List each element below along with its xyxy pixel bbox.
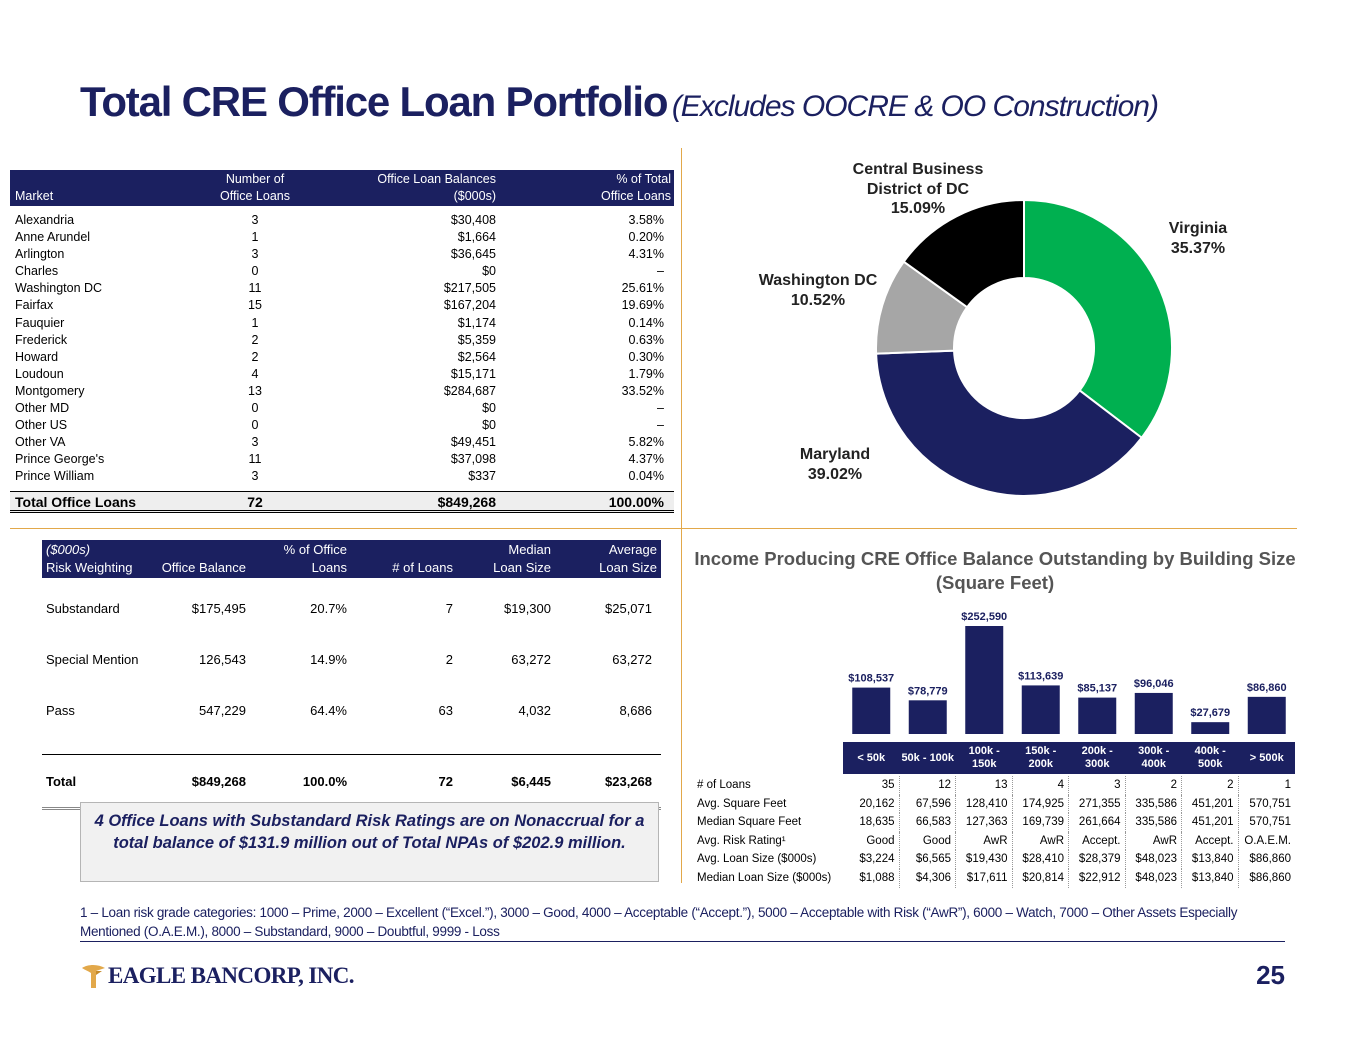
stats-cell: 570,751 [1249, 816, 1291, 829]
risk-loans: 63 [438, 703, 453, 718]
market-row [10, 280, 674, 297]
stats-cell: 169,739 [1013, 813, 1070, 832]
market-row [10, 315, 674, 332]
risk-median: $19,300 [504, 601, 551, 616]
market-pct: 1.79% [628, 366, 664, 381]
stats-cell: $19,430 [956, 850, 1013, 869]
market-count: 0 [251, 264, 259, 279]
market-count: 13 [248, 383, 262, 398]
bar-value-label: $86,860 [1246, 681, 1287, 694]
stats-cell: $4,306 [900, 869, 957, 888]
stats-cell: 13 [956, 776, 1013, 795]
header-unit: ($000s) [46, 542, 91, 557]
bar [965, 626, 1003, 734]
horizontal-divider [10, 528, 1297, 529]
market-balance: $0 [482, 401, 496, 416]
risk-row [42, 601, 661, 652]
label-washington-dc-pct: 10.52% [790, 292, 846, 309]
total-market: Total Office Loans [15, 493, 137, 510]
market-row [10, 229, 674, 246]
bar-value-label: $85,137 [1077, 682, 1118, 695]
stats-cell: Good [900, 832, 957, 851]
risk-balance: 126,543 [199, 652, 246, 667]
risk-row [42, 703, 661, 754]
market-pct: 33.52% [621, 383, 664, 398]
stats-cell: $48,023 [1126, 869, 1183, 888]
market-balance: $1,664 [457, 230, 496, 245]
title-subtitle: (Excludes OOCRE & OO Construction) [671, 90, 1158, 123]
market-balance: $337 [468, 469, 496, 484]
stats-row-label: Median Square Feet [697, 816, 802, 829]
market-name: Howard [15, 349, 59, 364]
building-size-stats-table [697, 776, 1295, 888]
page-title [80, 78, 1158, 126]
market-name: Fauquier [15, 315, 65, 330]
market-row [10, 332, 674, 349]
stats-cell: 20,162 [843, 795, 900, 814]
market-balance: $15,171 [450, 366, 496, 381]
logo-text: EAGLE BANCORP, INC. [108, 963, 354, 988]
market-pct: 5.82% [628, 435, 664, 450]
total-balance: $849,268 [437, 493, 496, 510]
market-name: Washington DC [15, 281, 103, 296]
market-pct: – [657, 418, 664, 433]
building-size-bar-chart [690, 600, 1300, 745]
market-table-header [10, 170, 674, 206]
market-row [10, 246, 674, 263]
bar [1248, 697, 1286, 734]
market-count: 1 [251, 230, 259, 245]
stats-row [697, 869, 1295, 888]
stats-cell: 127,363 [956, 813, 1013, 832]
label-maryland: Maryland [799, 446, 871, 463]
risk-pct: 14.9% [310, 652, 347, 667]
stats-row [697, 850, 1295, 869]
stats-cell: 451,201 [1182, 813, 1239, 832]
market-table-body [10, 206, 674, 486]
total-num-loans: 72 [438, 774, 453, 789]
nonaccrual-callout: 4 Office Loans with Substandard Risk Ratings are on Nonaccrual for a total balance of $131.9 million out of Total NPAs of $202.9 million. [80, 802, 659, 882]
market-row [10, 451, 674, 468]
stats-cell: $22,912 [1069, 869, 1126, 888]
slice-virginia [1024, 200, 1172, 438]
bar-value-label: $113,639 [1018, 670, 1064, 683]
market-name: Charles [15, 264, 59, 279]
footer-rule [80, 941, 1285, 942]
stats-cell: 451,201 [1182, 795, 1239, 814]
market-name: Other MD [15, 401, 70, 416]
risk-median: 4,032 [518, 703, 551, 718]
market-balance: $284,687 [443, 383, 496, 398]
market-row [10, 383, 674, 400]
market-balance: $217,505 [443, 281, 496, 296]
market-name: Prince George's [15, 452, 105, 467]
market-pct: 0.30% [628, 349, 664, 364]
market-balance: $2,564 [457, 349, 496, 364]
stats-cell: Accept. [1069, 832, 1126, 851]
market-count: 15 [248, 298, 262, 313]
market-count: 11 [248, 452, 262, 467]
stats-row-label: # of Loans [697, 779, 751, 791]
market-balance: $37,098 [450, 452, 496, 467]
market-name: Anne Arundel [15, 230, 91, 245]
header-balance-line2: ($000s) [453, 189, 496, 203]
risk-weighting-table [42, 540, 661, 810]
stats-cell: Accept. [1182, 832, 1239, 851]
category-label: 150k - 200k [1025, 745, 1057, 770]
stats-row [697, 776, 1295, 795]
label-maryland-pct: 39.02% [807, 466, 863, 483]
risk-loans: 7 [445, 601, 453, 616]
market-balance: $49,451 [450, 435, 496, 450]
market-count: 2 [251, 332, 259, 347]
market-pct: 4.37% [628, 452, 664, 467]
bar-chart-title: Income Producing CRE Office Balance Outstanding by Building Size (Square Feet) [694, 548, 1296, 593]
stats-cell: 335,586 [1126, 795, 1183, 814]
stats-cell: $13,840 [1182, 850, 1239, 869]
header-num-loans: # of Loans [392, 560, 453, 575]
risk-median: 63,272 [511, 652, 551, 667]
stats-cell: $1,088 [843, 869, 900, 888]
label-virginia-pct: 35.37% [1170, 240, 1226, 257]
risk-name: Special Mention [46, 652, 139, 667]
stats-cell: 570,751 [1249, 797, 1291, 810]
header-median-line2: Loan Size [493, 560, 551, 575]
bar-value-label: $252,590 [961, 611, 1008, 623]
market-count: 0 [251, 418, 259, 433]
bar [1022, 685, 1060, 734]
category-label: < 50k [857, 751, 886, 764]
stats-cell: 3 [1069, 776, 1126, 795]
bar [852, 688, 890, 734]
header-pct-line1: % of Office [283, 542, 347, 557]
header-average-line1: Average [608, 542, 657, 557]
risk-average: 8,686 [619, 703, 652, 718]
market-table-total-row [10, 491, 674, 513]
stats-cell: 335,586 [1126, 813, 1183, 832]
bar [1191, 722, 1229, 734]
total-count: 72 [247, 493, 263, 510]
total-average: $23,268 [605, 774, 652, 789]
stats-cell: $6,565 [900, 850, 957, 869]
label-washington-dc: Washington DC [758, 272, 878, 289]
risk-pct: 64.4% [310, 703, 347, 718]
stats-cell: $20,814 [1013, 869, 1070, 888]
market-balance: $0 [482, 264, 496, 279]
total-pct: 100.00% [608, 493, 664, 510]
market-pct: 4.31% [628, 247, 664, 262]
stats-cell: 271,355 [1069, 795, 1126, 814]
bar-value-label: $78,779 [907, 685, 948, 698]
bar-value-label: $96,046 [1133, 677, 1174, 690]
risk-table-body [42, 578, 661, 754]
market-name: Montgomery [15, 383, 85, 398]
market-row [10, 297, 674, 314]
market-count: 3 [251, 247, 259, 262]
market-row [10, 468, 674, 485]
header-count-line1: Number of [225, 172, 285, 186]
market-count: 11 [248, 281, 262, 296]
header-risk: Risk Weighting [46, 560, 133, 575]
market-count: 2 [251, 349, 259, 364]
market-row [10, 366, 674, 383]
market-table [10, 170, 674, 513]
header-average-line2: Loan Size [599, 560, 657, 575]
total-risk: Total [46, 774, 77, 789]
risk-balance: $175,495 [191, 601, 246, 616]
market-count: 3 [251, 213, 259, 227]
market-balance: $36,645 [450, 247, 496, 262]
market-balance: $30,408 [450, 213, 496, 227]
market-pct: – [657, 264, 664, 279]
market-pct: – [657, 401, 664, 416]
market-name: Arlington [15, 247, 65, 262]
stats-row [697, 795, 1295, 814]
market-pct: 0.14% [628, 315, 664, 330]
category-label: 50k - 100k [901, 751, 955, 764]
page-number: 25 [1256, 960, 1285, 990]
footnote: 1 – Loan risk grade categories: 1000 – Prime, 2000 – Excellent (“Excel.”), 3000 – Good, 4000 – Acceptable (“Accept.”), 5000 – Acceptable with Risk (“AwR”), 6000 – Watch, 7000 – Other Assets Especially Mentioned (O.A.E.M.), 8000 – Substandard, 9000 – Doubtful, 9999 - Loss [80, 905, 1238, 939]
stats-cell: $86,860 [1249, 871, 1291, 884]
stats-cell: 4 [1013, 776, 1070, 795]
bar-value-label: $27,679 [1190, 707, 1231, 720]
stats-row-label: Median Loan Size ($000s) [697, 871, 832, 884]
bar [1078, 698, 1116, 734]
category-label: 200k - 300k [1081, 745, 1113, 770]
stats-cell: $28,410 [1013, 850, 1070, 869]
risk-balance: 547,229 [199, 703, 246, 718]
market-pct: 0.63% [628, 332, 664, 347]
market-row [10, 400, 674, 417]
market-name: Loudoun [15, 366, 64, 381]
risk-loans: 2 [445, 652, 453, 667]
stats-cell: 35 [843, 776, 900, 795]
company-logo [80, 962, 354, 990]
stats-cell: 12 [900, 776, 957, 795]
header-office-balance: Office Balance [161, 560, 246, 575]
market-name: Prince William [15, 469, 95, 484]
market-row [10, 434, 674, 451]
stats-cell: Good [843, 832, 900, 851]
stats-cell: 174,925 [1013, 795, 1070, 814]
risk-pct: 20.7% [310, 601, 347, 616]
category-label: 300k - 400k [1138, 745, 1170, 770]
market-name: Other US [15, 418, 68, 433]
stats-cell: 18,635 [843, 813, 900, 832]
market-row [10, 349, 674, 366]
stats-cell: $3,224 [843, 850, 900, 869]
market-count: 3 [251, 435, 259, 450]
market-name: Other VA [15, 435, 66, 450]
total-pct: 100.0% [302, 774, 347, 789]
label-cbd-pct: 15.09% [890, 200, 946, 217]
category-label: 100k - 150k [968, 745, 1000, 770]
header-median-line1: Median [508, 542, 551, 557]
stats-row [697, 832, 1295, 851]
market-count: 0 [251, 401, 259, 416]
header-count-line2: Office Loans [220, 189, 290, 203]
market-row [10, 263, 674, 280]
building-size-category-header [843, 742, 1295, 774]
donut-slices [876, 200, 1172, 496]
stats-cell: 128,410 [956, 795, 1013, 814]
market-pct: 0.04% [628, 469, 664, 484]
market-pct: 25.61% [621, 281, 664, 296]
stats-cell: AwR [1013, 832, 1070, 851]
stats-cell: $28,379 [1069, 850, 1126, 869]
category-label: > 500k [1249, 751, 1284, 764]
market-count: 1 [251, 315, 259, 330]
bars [848, 611, 1286, 734]
stats-cell: 66,583 [900, 813, 957, 832]
market-pct: 0.20% [628, 230, 664, 245]
stats-cell: $48,023 [1126, 850, 1183, 869]
bar-value-label: $108,537 [848, 672, 895, 685]
label-cbd-line2: District of DC [866, 181, 970, 198]
title-main: Total CRE Office Loan Portfolio [80, 78, 668, 125]
header-pct-line2: Office Loans [601, 189, 671, 203]
label-cbd-line1: Central Business [852, 161, 984, 178]
stats-cell: O.A.E.M. [1244, 834, 1291, 847]
market-count: 4 [251, 366, 259, 381]
stats-cell: AwR [1126, 832, 1183, 851]
market-count: 3 [251, 469, 259, 484]
stats-row-label: Avg. Risk Rating¹ [697, 834, 786, 847]
stats-cell: AwR [956, 832, 1013, 851]
market-pct: 3.58% [628, 213, 664, 227]
total-office-balance: $849,268 [191, 774, 246, 789]
market-balance: $167,204 [443, 298, 496, 313]
bar [909, 700, 947, 734]
label-virginia: Virginia [1168, 220, 1228, 237]
market-balance: $5,359 [457, 332, 496, 347]
stats-cell: 261,664 [1069, 813, 1126, 832]
market-balance: $1,174 [457, 315, 496, 330]
risk-name: Pass [46, 703, 75, 718]
market-name: Fairfax [15, 298, 54, 313]
stats-row-label: Avg. Loan Size ($000s) [697, 853, 817, 866]
market-row [10, 212, 674, 229]
header-pct-line1: % of Total [616, 172, 671, 186]
market-donut-chart [690, 150, 1290, 520]
stats-cell: 1 [1284, 779, 1291, 791]
market-name: Frederick [15, 332, 68, 347]
header-market: Market [15, 189, 54, 203]
stats-cell: 67,596 [900, 795, 957, 814]
vertical-divider [681, 148, 682, 883]
stats-cell: 2 [1182, 776, 1239, 795]
stats-cell: $17,611 [956, 869, 1013, 888]
risk-row [42, 652, 661, 703]
stats-row [697, 813, 1295, 832]
market-pct: 19.69% [621, 298, 664, 313]
total-median: $6,445 [511, 774, 551, 789]
eagle-logo-icon [80, 962, 106, 990]
stats-cell: 2 [1126, 776, 1183, 795]
stats-row-label: Avg. Square Feet [697, 797, 787, 810]
market-balance: $0 [482, 418, 496, 433]
risk-average: 63,272 [612, 652, 652, 667]
bar [1135, 693, 1173, 734]
category-label: 400k - 500k [1194, 745, 1226, 770]
header-balance-line1: Office Loan Balances [377, 172, 496, 186]
risk-name: Substandard [46, 601, 120, 616]
market-row [10, 417, 674, 434]
header-pct-line2: Loans [311, 560, 347, 575]
risk-average: $25,071 [605, 601, 652, 616]
stats-cell: $86,860 [1249, 853, 1291, 866]
risk-table-header [42, 540, 661, 578]
stats-cell: $13,840 [1182, 869, 1239, 888]
market-name: Alexandria [15, 213, 75, 227]
